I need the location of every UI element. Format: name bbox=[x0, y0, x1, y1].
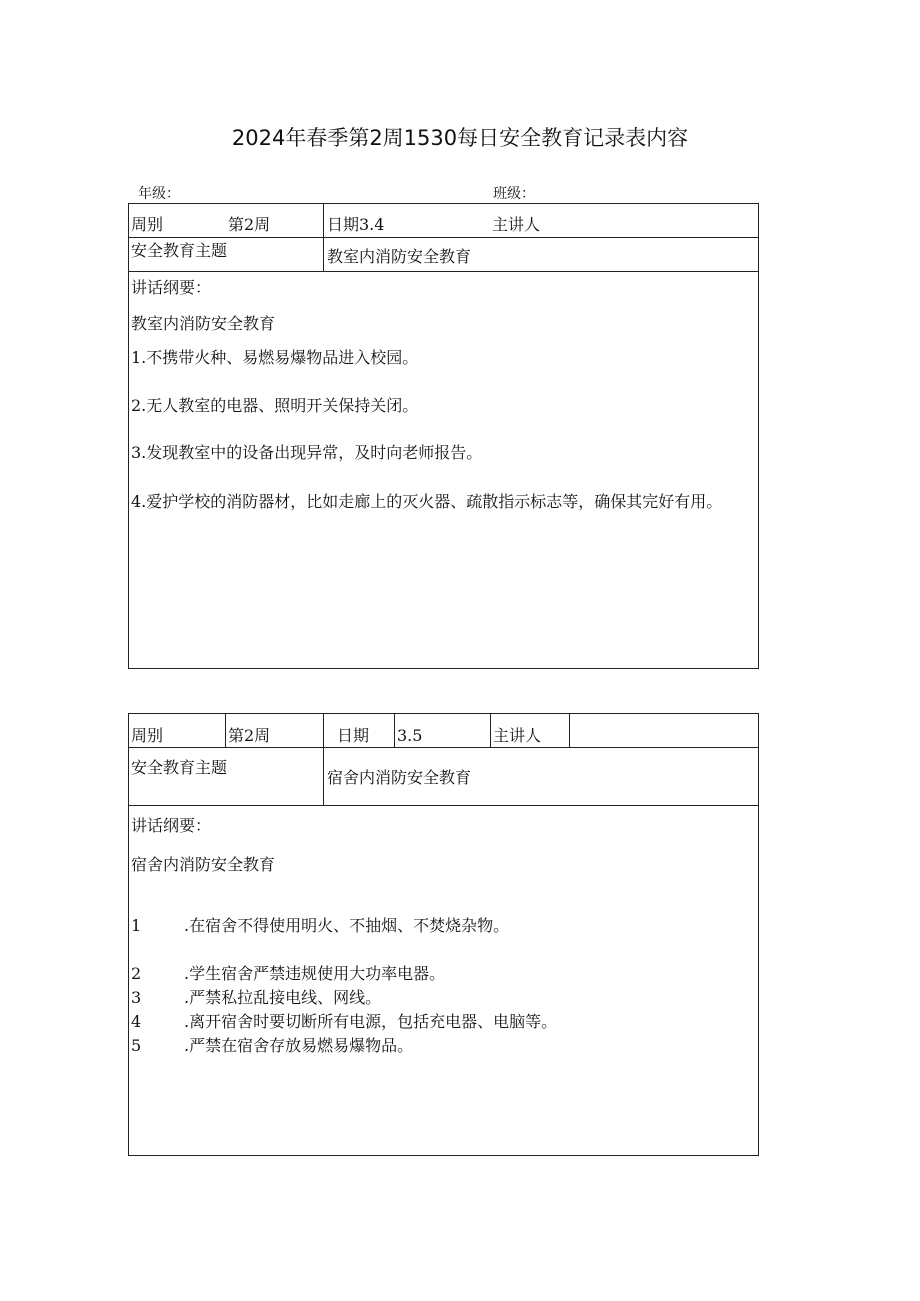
outline-heading: 宿舍内消防安全教育 bbox=[131, 855, 276, 874]
list-item: .学生宿舍严禁违规使用大功率电器。 bbox=[184, 964, 446, 983]
page-title: 2024年春季第2周1530每日安全教育记录表内容 bbox=[231, 126, 689, 150]
column-divider bbox=[394, 713, 395, 747]
column-divider bbox=[569, 713, 570, 747]
speaker-label: 主讲人 bbox=[492, 215, 541, 234]
list-item: .严禁私拉乱接电线、网线。 bbox=[184, 988, 382, 1007]
class-label: 班级： bbox=[493, 186, 535, 202]
column-divider bbox=[225, 713, 226, 747]
week-label: 周别 bbox=[131, 215, 164, 234]
list-item: .在宿舍不得使用明火、不抽烟、不焚烧杂物。 bbox=[184, 916, 510, 935]
speaker-label: 主讲人 bbox=[493, 726, 542, 745]
list-item-number: 2 bbox=[131, 964, 142, 983]
list-item: 2.无人教室的电器、照明开关保持关闭。 bbox=[131, 396, 419, 415]
row-divider bbox=[128, 271, 759, 272]
list-item: .严禁在宿舍存放易燃易爆物品。 bbox=[184, 1036, 414, 1055]
theme-value: 教室内消防安全教育 bbox=[327, 247, 472, 266]
outline-label: 讲话纲要： bbox=[131, 278, 212, 297]
grade-label: 年级： bbox=[138, 186, 180, 202]
date-value: 3.5 bbox=[397, 726, 423, 745]
column-divider bbox=[490, 713, 491, 747]
theme-label: 安全教育主题 bbox=[131, 758, 228, 777]
week-value: 第2周 bbox=[228, 215, 271, 234]
list-item: 1.不携带火种、易燃易爆物品进入校园。 bbox=[131, 348, 419, 367]
column-divider bbox=[323, 203, 324, 271]
row-divider bbox=[128, 747, 759, 748]
outline-label: 讲话纲要： bbox=[131, 816, 212, 835]
row-divider bbox=[128, 805, 759, 806]
list-item-number: 5 bbox=[131, 1036, 142, 1055]
date-label: 日期 bbox=[337, 726, 370, 745]
outline-heading: 教室内消防安全教育 bbox=[131, 314, 276, 333]
list-item: 4.爱护学校的消防器材，比如走廊上的灭火器、疏散指示标志等，确保其完好有用。 bbox=[131, 492, 723, 511]
list-item-number: 4 bbox=[131, 1012, 142, 1031]
date-label: 日期3.4 bbox=[327, 215, 385, 234]
list-item: 3.发现教室中的设备出现异常，及时向老师报告。 bbox=[131, 443, 483, 462]
record-table-1 bbox=[128, 203, 759, 669]
column-divider bbox=[323, 713, 324, 805]
list-item-number: 1 bbox=[131, 916, 142, 935]
theme-value: 宿舍内消防安全教育 bbox=[327, 768, 472, 787]
week-label: 周别 bbox=[131, 726, 164, 745]
list-item: .离开宿舍时要切断所有电源，包括充电器、电脑等。 bbox=[184, 1012, 558, 1031]
list-item-number: 3 bbox=[131, 988, 142, 1007]
week-value: 第2周 bbox=[228, 726, 271, 745]
row-divider bbox=[128, 237, 759, 238]
theme-label: 安全教育主题 bbox=[131, 241, 228, 260]
